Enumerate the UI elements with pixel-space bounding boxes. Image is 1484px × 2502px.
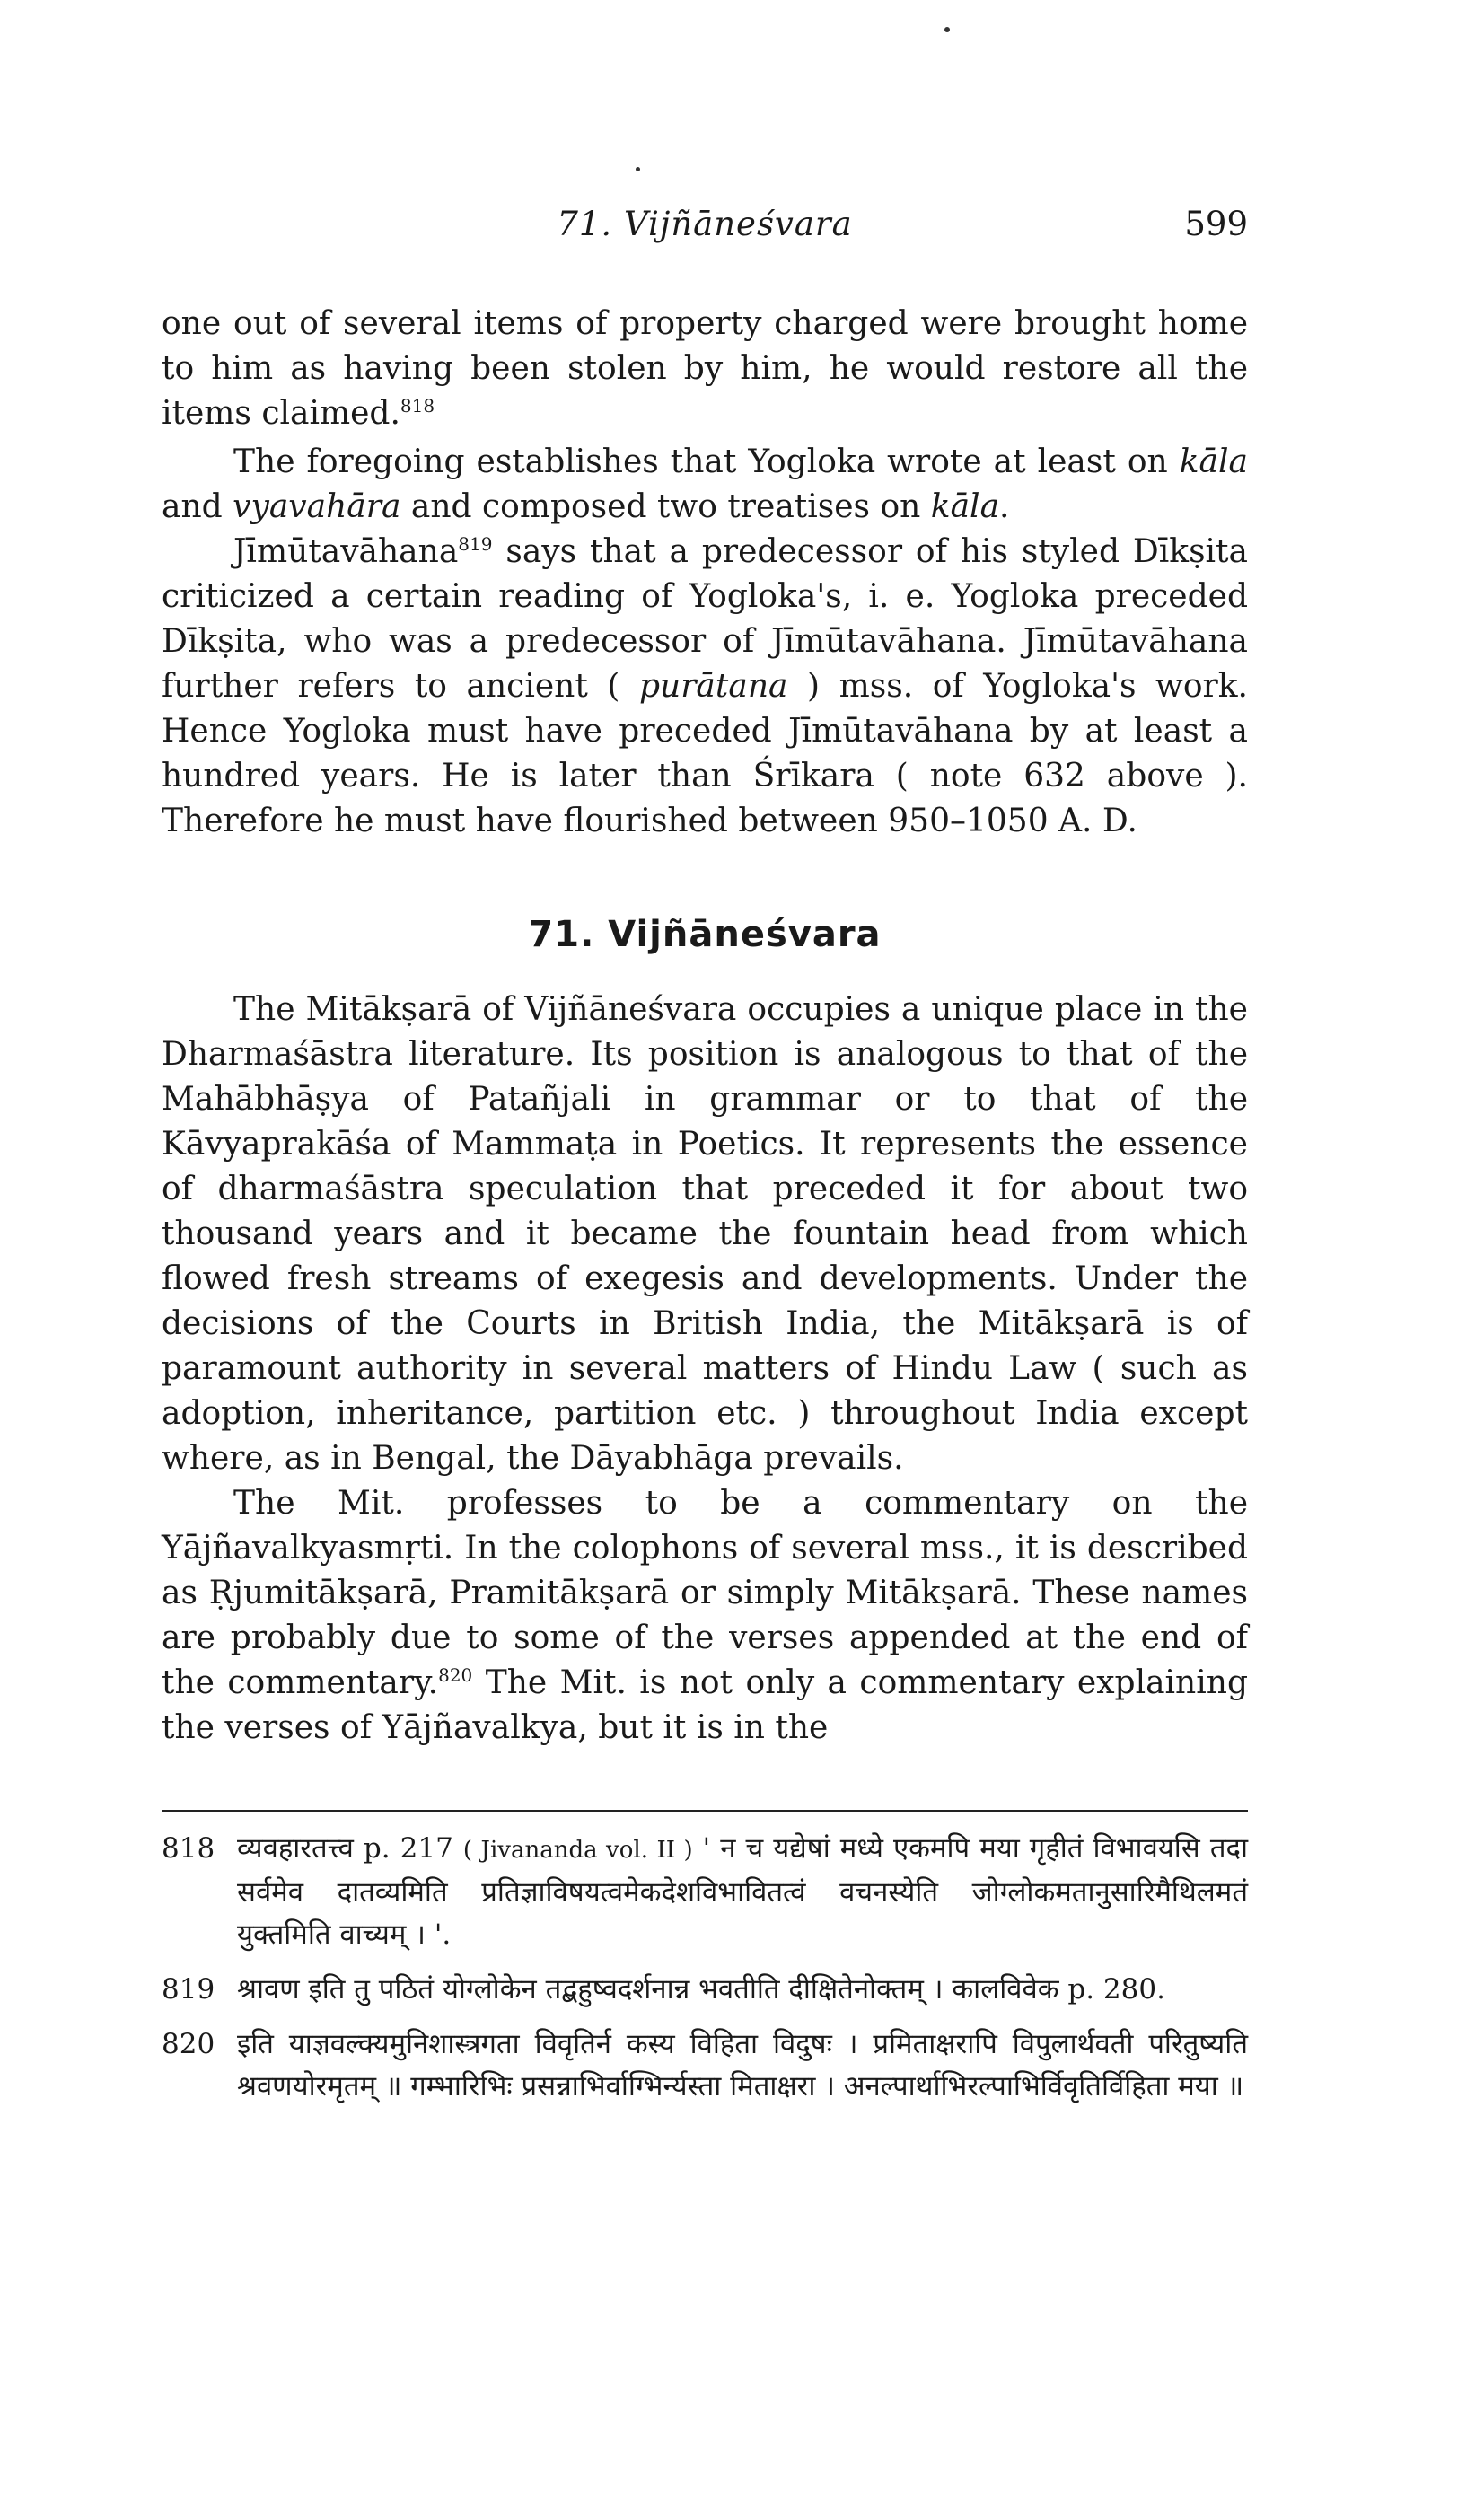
footnote-text: श्रावण इति तु पठितं योग्लोकेन तद्बहुष्वदर्शनान्न भवतीति दीक्षितेनोक्तम् । कालविवेक p. 280.	[237, 1973, 1165, 2006]
footnote-ref-819: 819	[458, 533, 493, 555]
body-text-section	[162, 988, 1248, 1751]
footnote-divider	[162, 1810, 1248, 1812]
footnote-number: 820	[162, 2028, 215, 2060]
footnotes	[162, 1828, 1248, 2120]
page-header	[162, 205, 1248, 259]
page-number: 599	[1184, 205, 1248, 243]
scan-speck-top	[944, 27, 950, 32]
footnote-819	[162, 1969, 1248, 2011]
paragraph-jimutavahana: Jīmūtavāhana$^{819}$ says that a predecessor of his styled Dīkṣita criticized a certain reading of Yogloka's, i. e. Yogloka preceded Dīkṣita, who was a predecessor of Jīmūtavāhana. Jīmūtavāhana further refers to ancient ( purātana ) mss. of Yogloka's work. Hence Yogloka must have preceded Jīmūtavāhana by at least a hundred years. He is later than Śrīkara ( note 632 above ). Therefore he must have flourished between 950–1050 A. D.	[162, 533, 1248, 839]
footnote-text: व्यवहारतत्त्व p. 217 ( Jivananda vol. II ) ' न च यद्येषां मध्ये एकमपि मया गृहीतं विभावयसि तदा सर्वमेव दातव्यमिति प्रतिज्ञाविषयत्वमेकदेशविभावितत्वं वचनस्येति जोग्लोकमतानुसारिमैथिलमतं युक्तमिति वाच्यम् । '.	[237, 1832, 1248, 1951]
paragraph-mitaksara-intro: The Mitākṣarā of Vijñāneśvara occupies a unique place in the Dharmaśāstra literature. Its position is analogous to that of the Mahābhāṣya of Patañjali in grammar or to that of the Kāvyaprakāśa of Mammaṭa in Poetics. It represents the essence of dharmaśāstra speculation that preceded it for about two thousand years and it became the fountain head from which flowed fresh streams of exegesis and developments. Under the decisions of the Courts in British India, the Mitākṣarā is of paramount authority in several matters of Hindu Law ( such as adoption, inheritance, partition etc. ) throughout India except where, as in Bengal, the Dāyabhāga prevails.	[162, 991, 1248, 1477]
section-heading: 71. Vijñāneśvara	[528, 914, 882, 955]
body-text-top	[162, 302, 1248, 844]
running-title: 71. Vijñāneśvara	[557, 205, 853, 243]
paragraph-continuation: one out of several items of property charged were brought home to him as having been stolen by him, he would restore all the items claimed.$^{818}$	[162, 305, 1248, 432]
footnote-number: 818	[162, 1832, 215, 1865]
paragraph-yogloka-works: The foregoing establishes that Yogloka wrote at least on kāla and vyavahāra and composed two treatises on kāla.	[162, 443, 1248, 525]
footnote-text: इति याज्ञवल्क्यमुनिशास्त्रगता विवृतिर्न कस्य विहिता विदुषः । प्रमिताक्षरापि विपुलार्थवती परितुष्यति श्रवणयोरमृतम् ॥ गम्भारिभिः प्रसन्नाभिर्वाग्भिर्न्यस्ता मिताक्षरा । अनल्पार्थाभिरल्पाभिर्विवृतिर्विहिता मया ॥	[237, 2028, 1248, 2103]
footnote-818	[162, 1828, 1248, 1956]
footnote-number: 819	[162, 1973, 215, 2006]
footnote-ref-820: 820	[438, 1664, 473, 1686]
paragraph-mitaksara-commentary: The Mit. professes to be a commentary on the Yājñavalkyasmṛti. In the colophons of several mss., it is described as Ṛjumitākṣarā, Pramitākṣarā or simply Mitākṣarā. These names are probably due to some of the verses appended at the end of the commentary.$^{820}$ The Mit. is not only a commentary explaining the verses of Yājñavalkya, but it is in the	[162, 1485, 1248, 1746]
footnote-820	[162, 2024, 1248, 2108]
footnote-ref-818: 818	[400, 395, 435, 417]
scan-speck-upper	[636, 167, 640, 171]
